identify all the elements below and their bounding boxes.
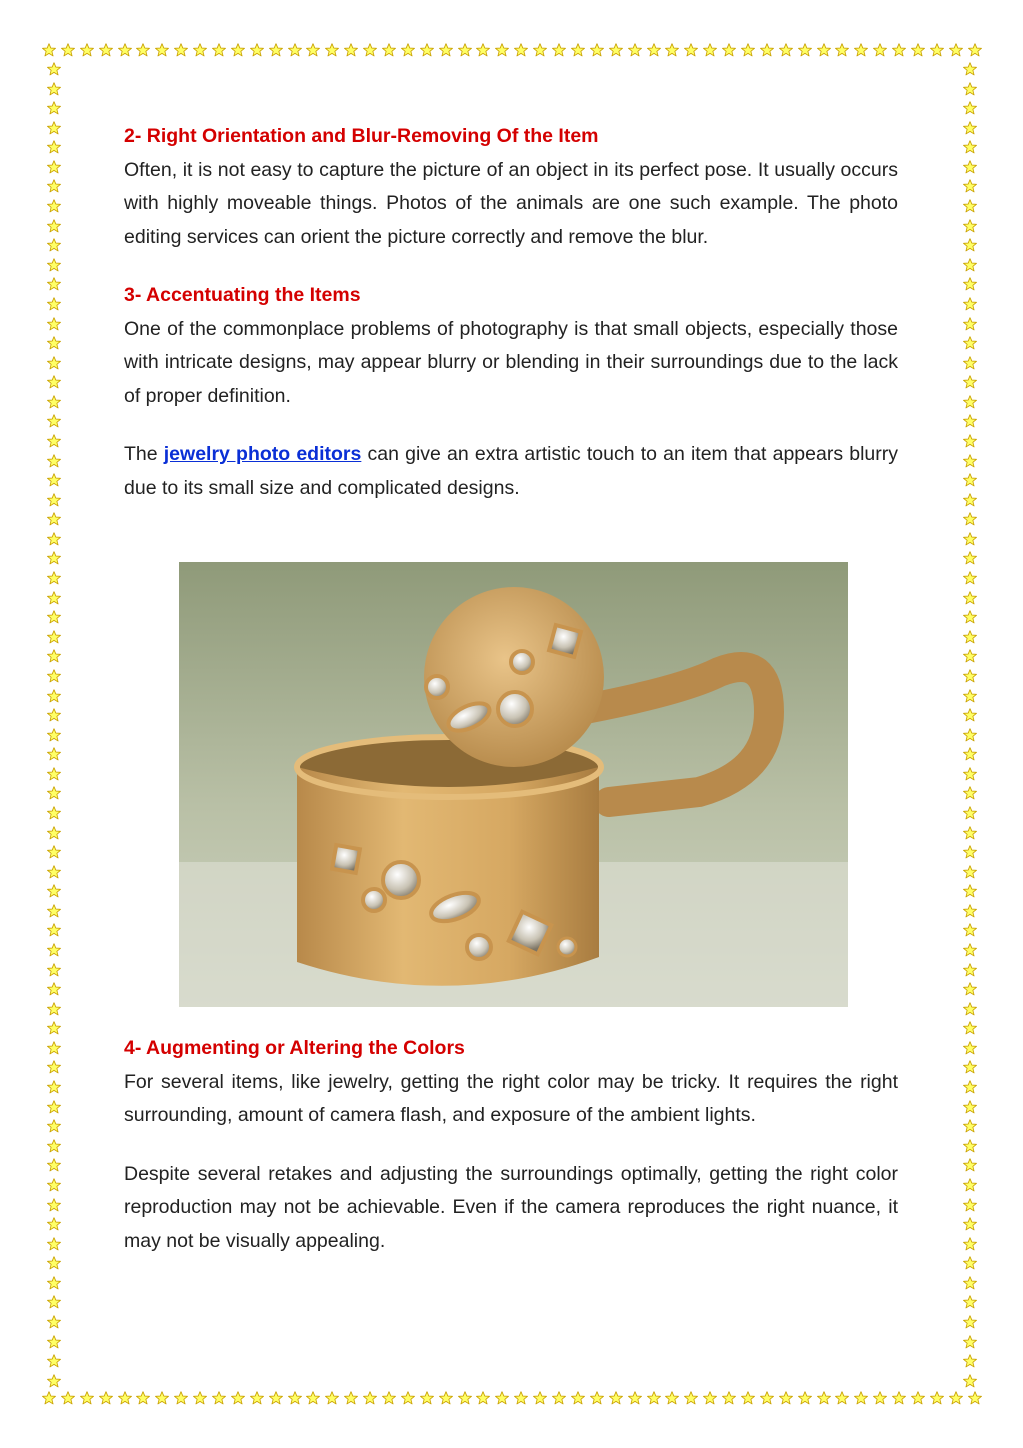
star-icon [47,1100,61,1114]
star-icon [963,179,977,193]
star-icon [47,258,61,272]
section-paragraph: Often, it is not easy to capture the picture of an object in its perfect pose. It usually occurs with highly moveable things. Photos of the animals are one such example. The photo editing services can orient the picture correctly and remove the blur. [124,158,898,248]
star-icon [963,1198,977,1212]
star-icon [963,493,977,507]
star-icon [609,1391,623,1405]
star-icon [963,297,977,311]
star-icon [47,826,61,840]
star-icon [963,121,977,135]
star-icon [552,43,566,57]
star-icon [47,845,61,859]
star-icon [571,43,585,57]
star-icon [963,982,977,996]
star-icon [571,1391,585,1405]
star-icon [963,786,977,800]
star-icon [47,963,61,977]
star-icon [250,1391,264,1405]
star-icon [47,532,61,546]
star-icon [47,1237,61,1251]
star-icon [325,1391,339,1405]
star-icon [47,649,61,663]
star-icon [495,43,509,57]
star-icon [155,1391,169,1405]
star-icon [835,1391,849,1405]
star-icon [963,1256,977,1270]
border-top [42,40,982,60]
star-icon [963,1119,977,1133]
star-icon [854,43,868,57]
star-icon [420,43,434,57]
star-icon [963,219,977,233]
star-icon [47,414,61,428]
star-icon [930,1391,944,1405]
star-icon [963,1158,977,1172]
star-icon [47,630,61,644]
star-icon [458,1391,472,1405]
star-icon [47,1139,61,1153]
star-icon [47,571,61,585]
star-icon [533,1391,547,1405]
star-icon [552,1391,566,1405]
star-icon [344,1391,358,1405]
star-icon [854,1391,868,1405]
star-icon [963,1295,977,1309]
star-icon [873,1391,887,1405]
star-icon [628,1391,642,1405]
star-icon [269,1391,283,1405]
star-icon [963,591,977,605]
star-icon [47,82,61,96]
star-icon [47,1198,61,1212]
star-icon [476,1391,490,1405]
star-icon [590,1391,604,1405]
star-icon [963,140,977,154]
star-icon [47,512,61,526]
star-icon [47,610,61,624]
star-icon [963,923,977,937]
star-icon [382,1391,396,1405]
star-icon [911,43,925,57]
star-icon [963,1080,977,1094]
star-icon [963,1315,977,1329]
star-icon [47,62,61,76]
star-icon [963,1041,977,1055]
star-icon [47,943,61,957]
star-icon [741,43,755,57]
star-icon [760,1391,774,1405]
star-icon [963,356,977,370]
star-icon [136,43,150,57]
star-icon [47,1295,61,1309]
star-icon [99,1391,113,1405]
star-icon [47,238,61,252]
star-icon [47,747,61,761]
star-icon [703,43,717,57]
link-block [124,438,898,505]
star-icon [47,1002,61,1016]
star-icon [47,708,61,722]
star-icon [963,1374,977,1388]
star-icon [963,767,977,781]
star-icon [963,473,977,487]
upper-content [124,120,898,530]
star-icon [722,1391,736,1405]
star-icon [47,101,61,115]
star-icon [798,1391,812,1405]
star-icon [47,1158,61,1172]
star-icon [779,43,793,57]
star-icon [963,1354,977,1368]
link-paragraph-after: can give an extra artistic touch to an item that appears blurry due to its small size and complicated designs. [124,443,898,499]
star-icon [911,1391,925,1405]
star-icon [401,1391,415,1405]
star-icon [609,43,623,57]
star-icon [344,43,358,57]
star-icon [963,1139,977,1153]
star-icon [963,904,977,918]
star-icon [533,43,547,57]
star-icon [47,1335,61,1349]
star-icon [47,297,61,311]
star-icon [47,454,61,468]
star-icon [325,43,339,57]
star-icon [269,43,283,57]
star-icon [665,1391,679,1405]
star-icon [174,1391,188,1405]
star-icon [963,1002,977,1016]
star-icon [963,512,977,526]
star-icon [47,160,61,174]
section-paragraph: For several items, like jewelry, getting the right color may be tricky. It requires the right surrounding, amount of camera flash, and exposure of the ambient lights. [124,1070,898,1126]
star-icon [892,43,906,57]
star-icon [47,1374,61,1388]
star-icon [47,884,61,898]
star-icon [963,669,977,683]
star-icon [363,43,377,57]
star-icon [590,43,604,57]
star-icon [665,43,679,57]
star-icon [212,1391,226,1405]
star-icon [47,395,61,409]
star-icon [47,1315,61,1329]
star-icon [47,317,61,331]
star-icon [963,728,977,742]
section-2 [124,120,898,254]
star-icon [647,43,661,57]
star-icon [47,1041,61,1055]
star-icon [363,1391,377,1405]
star-icon [250,43,264,57]
star-icon [47,121,61,135]
star-icon [963,1021,977,1035]
star-icon [174,43,188,57]
star-icon [963,199,977,213]
star-icon [495,1391,509,1405]
star-icon [458,43,472,57]
star-icon [80,43,94,57]
section-3 [124,279,898,413]
star-icon [47,1276,61,1290]
star-icon [47,669,61,683]
star-icon [47,1178,61,1192]
star-icon [47,336,61,350]
link-paragraph-before: The [124,443,164,465]
section-heading: 3- Accentuating the Items [124,284,361,306]
star-icon [963,317,977,331]
star-icon [963,963,977,977]
star-icon [741,1391,755,1405]
star-icon [401,43,415,57]
section-4 [124,1032,898,1133]
star-icon [963,434,977,448]
star-icon [155,43,169,57]
star-icon [231,43,245,57]
star-icon [963,806,977,820]
jewelry-ring-photo [179,562,848,1007]
star-icon [798,43,812,57]
star-icon [306,43,320,57]
section-heading: 2- Right Orientation and Blur-Removing Of the Item [124,125,599,147]
star-icon [47,375,61,389]
star-icon [817,1391,831,1405]
star-icon [963,943,977,957]
star-icon [963,1237,977,1251]
star-icon [628,43,642,57]
star-icon [963,395,977,409]
star-icon [963,160,977,174]
star-icon [760,43,774,57]
star-icon [963,649,977,663]
star-icon [873,43,887,57]
star-icon [47,1217,61,1231]
star-icon [817,43,831,57]
star-icon [963,708,977,722]
star-icon [514,43,528,57]
star-icon [47,786,61,800]
star-icon [963,551,977,565]
star-icon [963,1276,977,1290]
lower-content [124,1032,898,1283]
star-icon [47,277,61,291]
border-right [960,62,980,1388]
star-icon [61,1391,75,1405]
star-icon [47,356,61,370]
border-bottom [42,1388,982,1408]
section-paragraph: Despite several retakes and adjusting the surroundings optimally, getting the right color reproduction may not be achievable. Even if the camera reproduces the right nuance, it may not be visually appealing. [124,1162,898,1252]
star-icon [835,43,849,57]
star-icon [47,219,61,233]
star-icon [420,1391,434,1405]
star-icon [47,551,61,565]
section-heading: 4- Augmenting or Altering the Colors [124,1037,465,1059]
star-icon [118,1391,132,1405]
star-icon [47,1256,61,1270]
star-icon [136,1391,150,1405]
star-icon [118,43,132,57]
star-icon [47,1021,61,1035]
star-icon [47,1060,61,1074]
star-icon [61,43,75,57]
star-icon [963,414,977,428]
star-icon [47,728,61,742]
star-icon [439,43,453,57]
star-icon [963,1060,977,1074]
star-icon [963,532,977,546]
star-icon [779,1391,793,1405]
star-icon [47,689,61,703]
star-icon [949,1391,963,1405]
star-icon [968,43,982,57]
star-icon [47,806,61,820]
star-icon [963,375,977,389]
star-icon [684,43,698,57]
section-paragraph: One of the commonplace problems of photography is that small objects, especially those with intricate designs, may appear blurry or blending in their surroundings due to the lack of proper definition. [124,317,898,407]
star-icon [80,1391,94,1405]
jewelry-photo-editors-link[interactable]: jewelry photo editors [163,443,362,465]
star-icon [963,747,977,761]
star-icon [963,238,977,252]
section-4-continued [124,1158,898,1259]
star-icon [963,454,977,468]
link-paragraph [124,438,898,505]
star-icon [47,865,61,879]
star-icon [963,258,977,272]
star-icon [47,1080,61,1094]
star-icon [963,1178,977,1192]
star-icon [47,140,61,154]
star-icon [963,865,977,879]
star-icon [47,982,61,996]
star-icon [47,923,61,937]
star-icon [439,1391,453,1405]
star-icon [963,101,977,115]
star-icon [288,43,302,57]
star-icon [42,43,56,57]
star-icon [47,434,61,448]
star-icon [47,1119,61,1133]
star-icon [949,43,963,57]
star-icon [99,43,113,57]
star-icon [963,62,977,76]
star-icon [231,1391,245,1405]
star-icon [930,43,944,57]
star-icon [47,493,61,507]
star-icon [47,473,61,487]
star-icon [963,630,977,644]
star-icon [647,1391,661,1405]
star-icon [963,826,977,840]
star-icon [476,43,490,57]
star-icon [47,199,61,213]
star-icon [892,1391,906,1405]
star-icon [212,43,226,57]
star-icon [963,571,977,585]
star-icon [963,610,977,624]
star-icon [963,1217,977,1231]
star-icon [968,1391,982,1405]
star-icon [382,43,396,57]
star-icon [684,1391,698,1405]
star-icon [514,1391,528,1405]
star-icon [722,43,736,57]
star-icon [703,1391,717,1405]
star-icon [47,591,61,605]
star-icon [47,179,61,193]
star-icon [963,1335,977,1349]
border-left [44,62,64,1388]
star-icon [963,1100,977,1114]
star-icon [963,277,977,291]
star-icon [963,845,977,859]
star-icon [963,689,977,703]
star-icon [47,1354,61,1368]
star-icon [47,767,61,781]
star-icon [963,336,977,350]
star-icon [47,904,61,918]
star-icon [963,884,977,898]
star-icon [193,1391,207,1405]
star-icon [42,1391,56,1405]
star-icon [963,82,977,96]
star-icon [193,43,207,57]
star-icon [306,1391,320,1405]
star-icon [288,1391,302,1405]
